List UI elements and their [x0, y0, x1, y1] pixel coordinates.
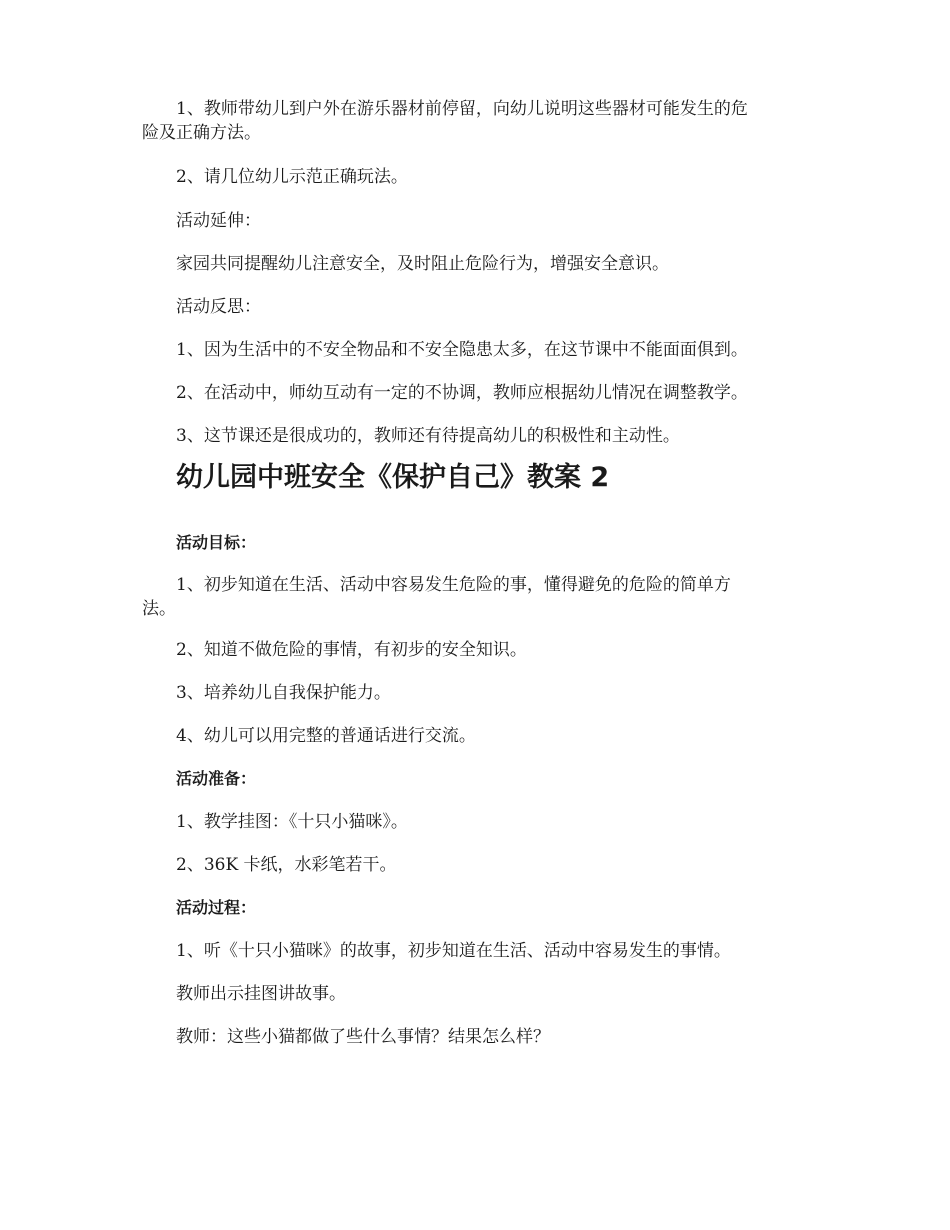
activity-preparation-label: 活动准备： — [176, 769, 257, 788]
paragraph-item-1-line-1: 1、教师带幼儿到户外在游乐器材前停留，向幼儿说明这些器材可能发生的危 — [176, 99, 748, 119]
goal-item-3: 3、培养幼儿自我保护能力。 — [176, 683, 391, 703]
preparation-item-1: 1、教学挂图：《十只小猫咪》。 — [176, 812, 408, 832]
activity-process-label: 活动过程： — [176, 898, 257, 917]
reflection-item-3: 3、这节课还是很成功的，教师还有待提高幼儿的积极性和主动性。 — [176, 426, 680, 446]
reflection-item-1: 1、因为生活中的不安全物品和不安全隐患太多，在这节课中不能面面俱到。 — [176, 340, 748, 360]
goal-item-1-line-1: 1、初步知道在生活、活动中容易发生危险的事，懂得避免的危险的简单方 — [176, 575, 731, 595]
goal-item-1-line-2: 法。 — [142, 599, 176, 619]
reflection-item-2: 2、在活动中，师幼互动有一定的不协调，教师应根据幼儿情况在调整教学。 — [176, 383, 748, 403]
section-title: 幼儿园中班安全《保护自己》教案 2 — [176, 462, 610, 493]
activity-extension-text: 家园共同提醒幼儿注意安全，及时阻止危险行为，增强安全意识。 — [176, 254, 669, 274]
paragraph-item-1-line-2: 险及正确方法。 — [142, 123, 261, 143]
process-item-2: 教师出示挂图讲故事。 — [176, 984, 346, 1004]
activity-extension-label: 活动延伸： — [176, 211, 261, 231]
preparation-item-2: 2、36K 卡纸，水彩笔若干。 — [176, 855, 397, 875]
process-item-1: 1、听《十只小猫咪》的故事，初步知道在生活、活动中容易发生的事情。 — [176, 941, 731, 961]
goal-item-2: 2、知道不做危险的事情，有初步的安全知识。 — [176, 640, 527, 660]
activity-goals-label: 活动目标： — [176, 533, 257, 552]
activity-reflection-label: 活动反思： — [176, 297, 261, 317]
process-item-3: 教师：这些小猫都做了些什么事情？结果怎么样？ — [176, 1027, 550, 1047]
paragraph-item-2: 2、请几位幼儿示范正确玩法。 — [176, 167, 408, 187]
goal-item-4: 4、幼儿可以用完整的普通话进行交流。 — [176, 726, 476, 746]
